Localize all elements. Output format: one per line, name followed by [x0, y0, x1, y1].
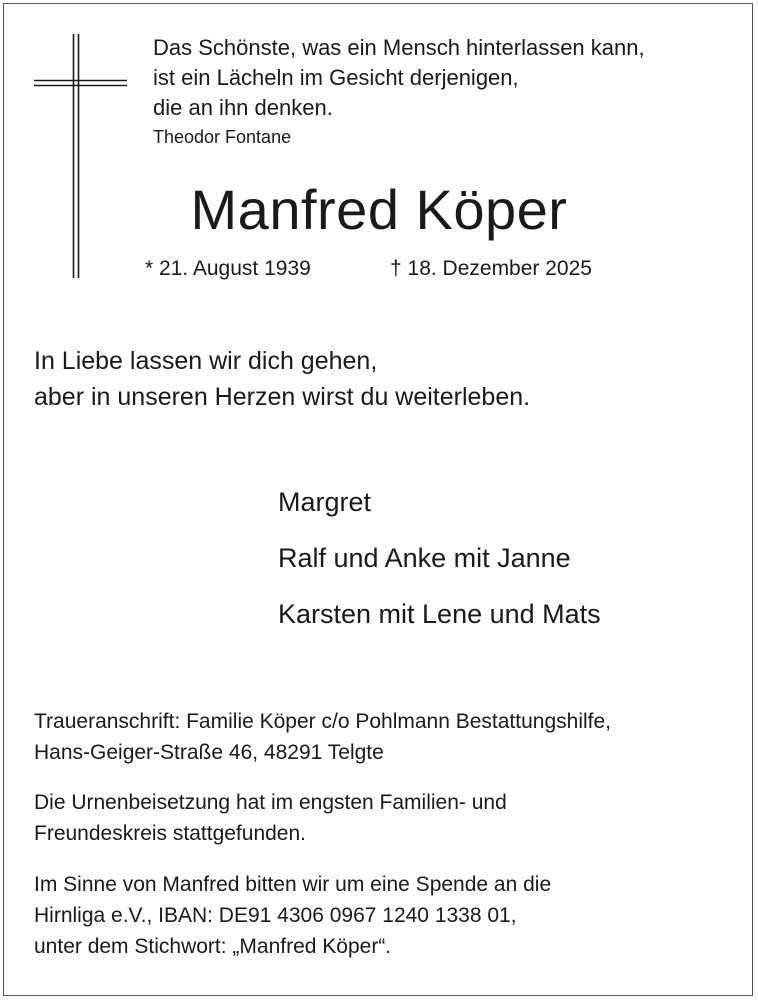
quote-author: Theodor Fontane [153, 127, 292, 147]
verse-line: aber in unseren Herzen wirst du weiterleben. [34, 383, 531, 411]
info-line: Im Sinne von Manfred bitten wir um eine Spende an die [34, 873, 552, 896]
birth-date: * 21. August 1939 [145, 257, 311, 280]
death-date: † 18. Dezember 2025 [390, 257, 592, 280]
quote-line: Das Schönste, was ein Mensch hinterlassen kann, [153, 35, 645, 60]
family-member: Margret [278, 487, 372, 517]
info-line: Traueranschrift: Familie Köper c/o Pohlmann Bestattungshilfe, [34, 710, 611, 733]
donation-note [34, 869, 734, 962]
verse-line: In Liebe lassen wir dich gehen, [34, 347, 378, 375]
verse-block [34, 343, 530, 415]
burial-note [34, 787, 734, 849]
info-line: Hans-Geiger-Straße 46, 48291 Telgte [34, 741, 384, 764]
family-member: Ralf und Anke mit Janne [278, 543, 571, 573]
info-line: Hirnliga e.V., IBAN: DE91 4306 0967 1240 1338 01, [34, 904, 517, 927]
info-line: Freundeskreis stattgefunden. [34, 822, 306, 845]
family-member: Karsten mit Lene und Mats [278, 599, 601, 629]
deceased-name: Manfred Köper [190, 178, 568, 241]
info-line: unter dem Stichwort: „Manfred Köper“. [34, 935, 392, 958]
quote-line: ist ein Lächeln im Gesicht derjenigen, [153, 65, 519, 90]
mourning-address [34, 706, 734, 768]
quote-block [153, 33, 645, 151]
quote-line: die an ihn denken. [153, 95, 333, 120]
family-list [278, 485, 601, 653]
info-line: Die Urnenbeisetzung hat im engsten Familien- und [34, 791, 507, 814]
